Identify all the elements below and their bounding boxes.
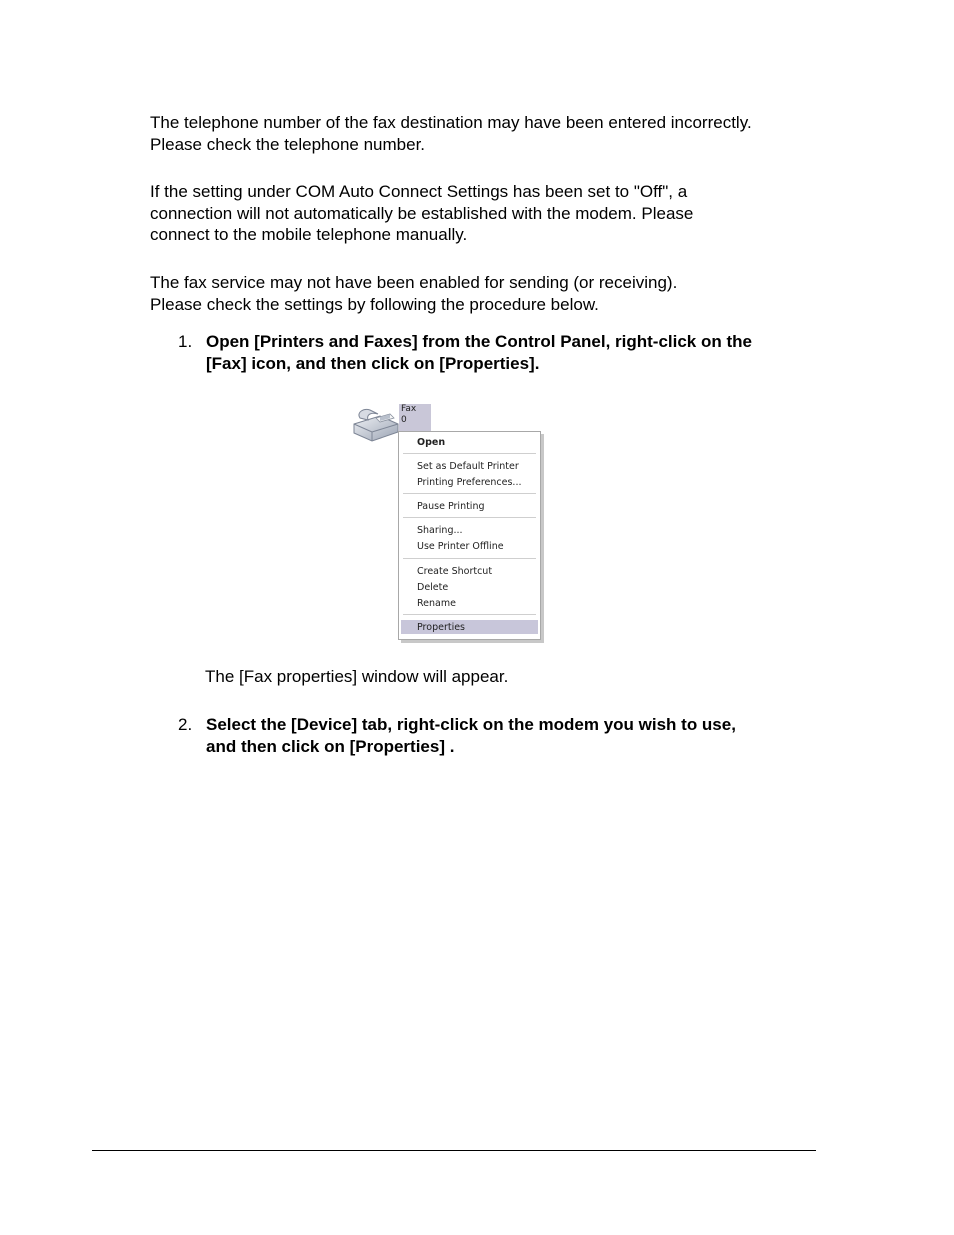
text-line: connection will not automatically be established with the modem. Please	[150, 203, 694, 223]
footer-divider	[92, 1150, 816, 1151]
fax-label-count: 0	[401, 415, 407, 425]
paragraph-com-auto-connect	[150, 181, 830, 246]
menu-item-rename[interactable]: Rename	[417, 598, 456, 609]
text-line: Open [Printers and Faxes] from the Control Panel, right-click on the	[206, 332, 752, 351]
text-line: Select the [Device] tab, right-click on the modem you wish to use,	[206, 715, 736, 734]
menu-separator	[403, 517, 536, 518]
step-number: 1.	[178, 332, 193, 351]
paragraph-fax-number	[150, 112, 830, 155]
menu-item-create-shortcut[interactable]: Create Shortcut	[417, 566, 493, 577]
menu-item-delete[interactable]: Delete	[417, 582, 449, 593]
text-line: Please check the telephone number.	[150, 134, 426, 154]
text-line: If the setting under COM Auto Connect Settings has been set to "Off", a	[150, 182, 688, 201]
menu-separator	[403, 558, 536, 559]
menu-item-properties[interactable]: Properties	[417, 622, 466, 633]
step-1-result-note: The [Fax properties] window will appear.	[205, 667, 509, 686]
text-line: The fax service may not have been enabled for sending (or receiving).	[150, 273, 678, 292]
text-line: and then click on [Properties] .	[206, 737, 455, 756]
step-number: 2.	[178, 715, 193, 734]
menu-item-pause-printing[interactable]: Pause Printing	[417, 501, 485, 512]
text-line: connect to the mobile telephone manually.	[150, 225, 468, 244]
text-line: [Fax] icon, and then click on [Properties].	[206, 354, 540, 373]
menu-separator	[403, 614, 536, 615]
menu-item-use-printer-offline[interactable]: Use Printer Offline	[417, 541, 504, 552]
context-menu-screenshot	[350, 402, 546, 644]
menu-separator	[403, 453, 536, 454]
step-2-instruction	[206, 714, 826, 758]
fax-icon-label	[399, 404, 431, 432]
context-menu	[398, 431, 541, 640]
menu-item-set-default-printer[interactable]: Set as Default Printer	[417, 461, 519, 472]
menu-item-printing-preferences[interactable]: Printing Preferences...	[417, 477, 522, 488]
menu-item-open[interactable]: Open	[417, 437, 446, 448]
step-1-instruction	[206, 331, 826, 375]
paragraph-fax-service	[150, 272, 830, 315]
menu-item-sharing[interactable]: Sharing...	[417, 525, 463, 536]
text-line: The telephone number of the fax destination may have been entered incorrectly.	[150, 113, 752, 132]
fax-machine-icon	[350, 404, 400, 444]
menu-separator	[403, 493, 536, 494]
fax-label-name: Fax	[401, 404, 417, 414]
text-line: Please check the settings by following the procedure below.	[150, 294, 599, 314]
